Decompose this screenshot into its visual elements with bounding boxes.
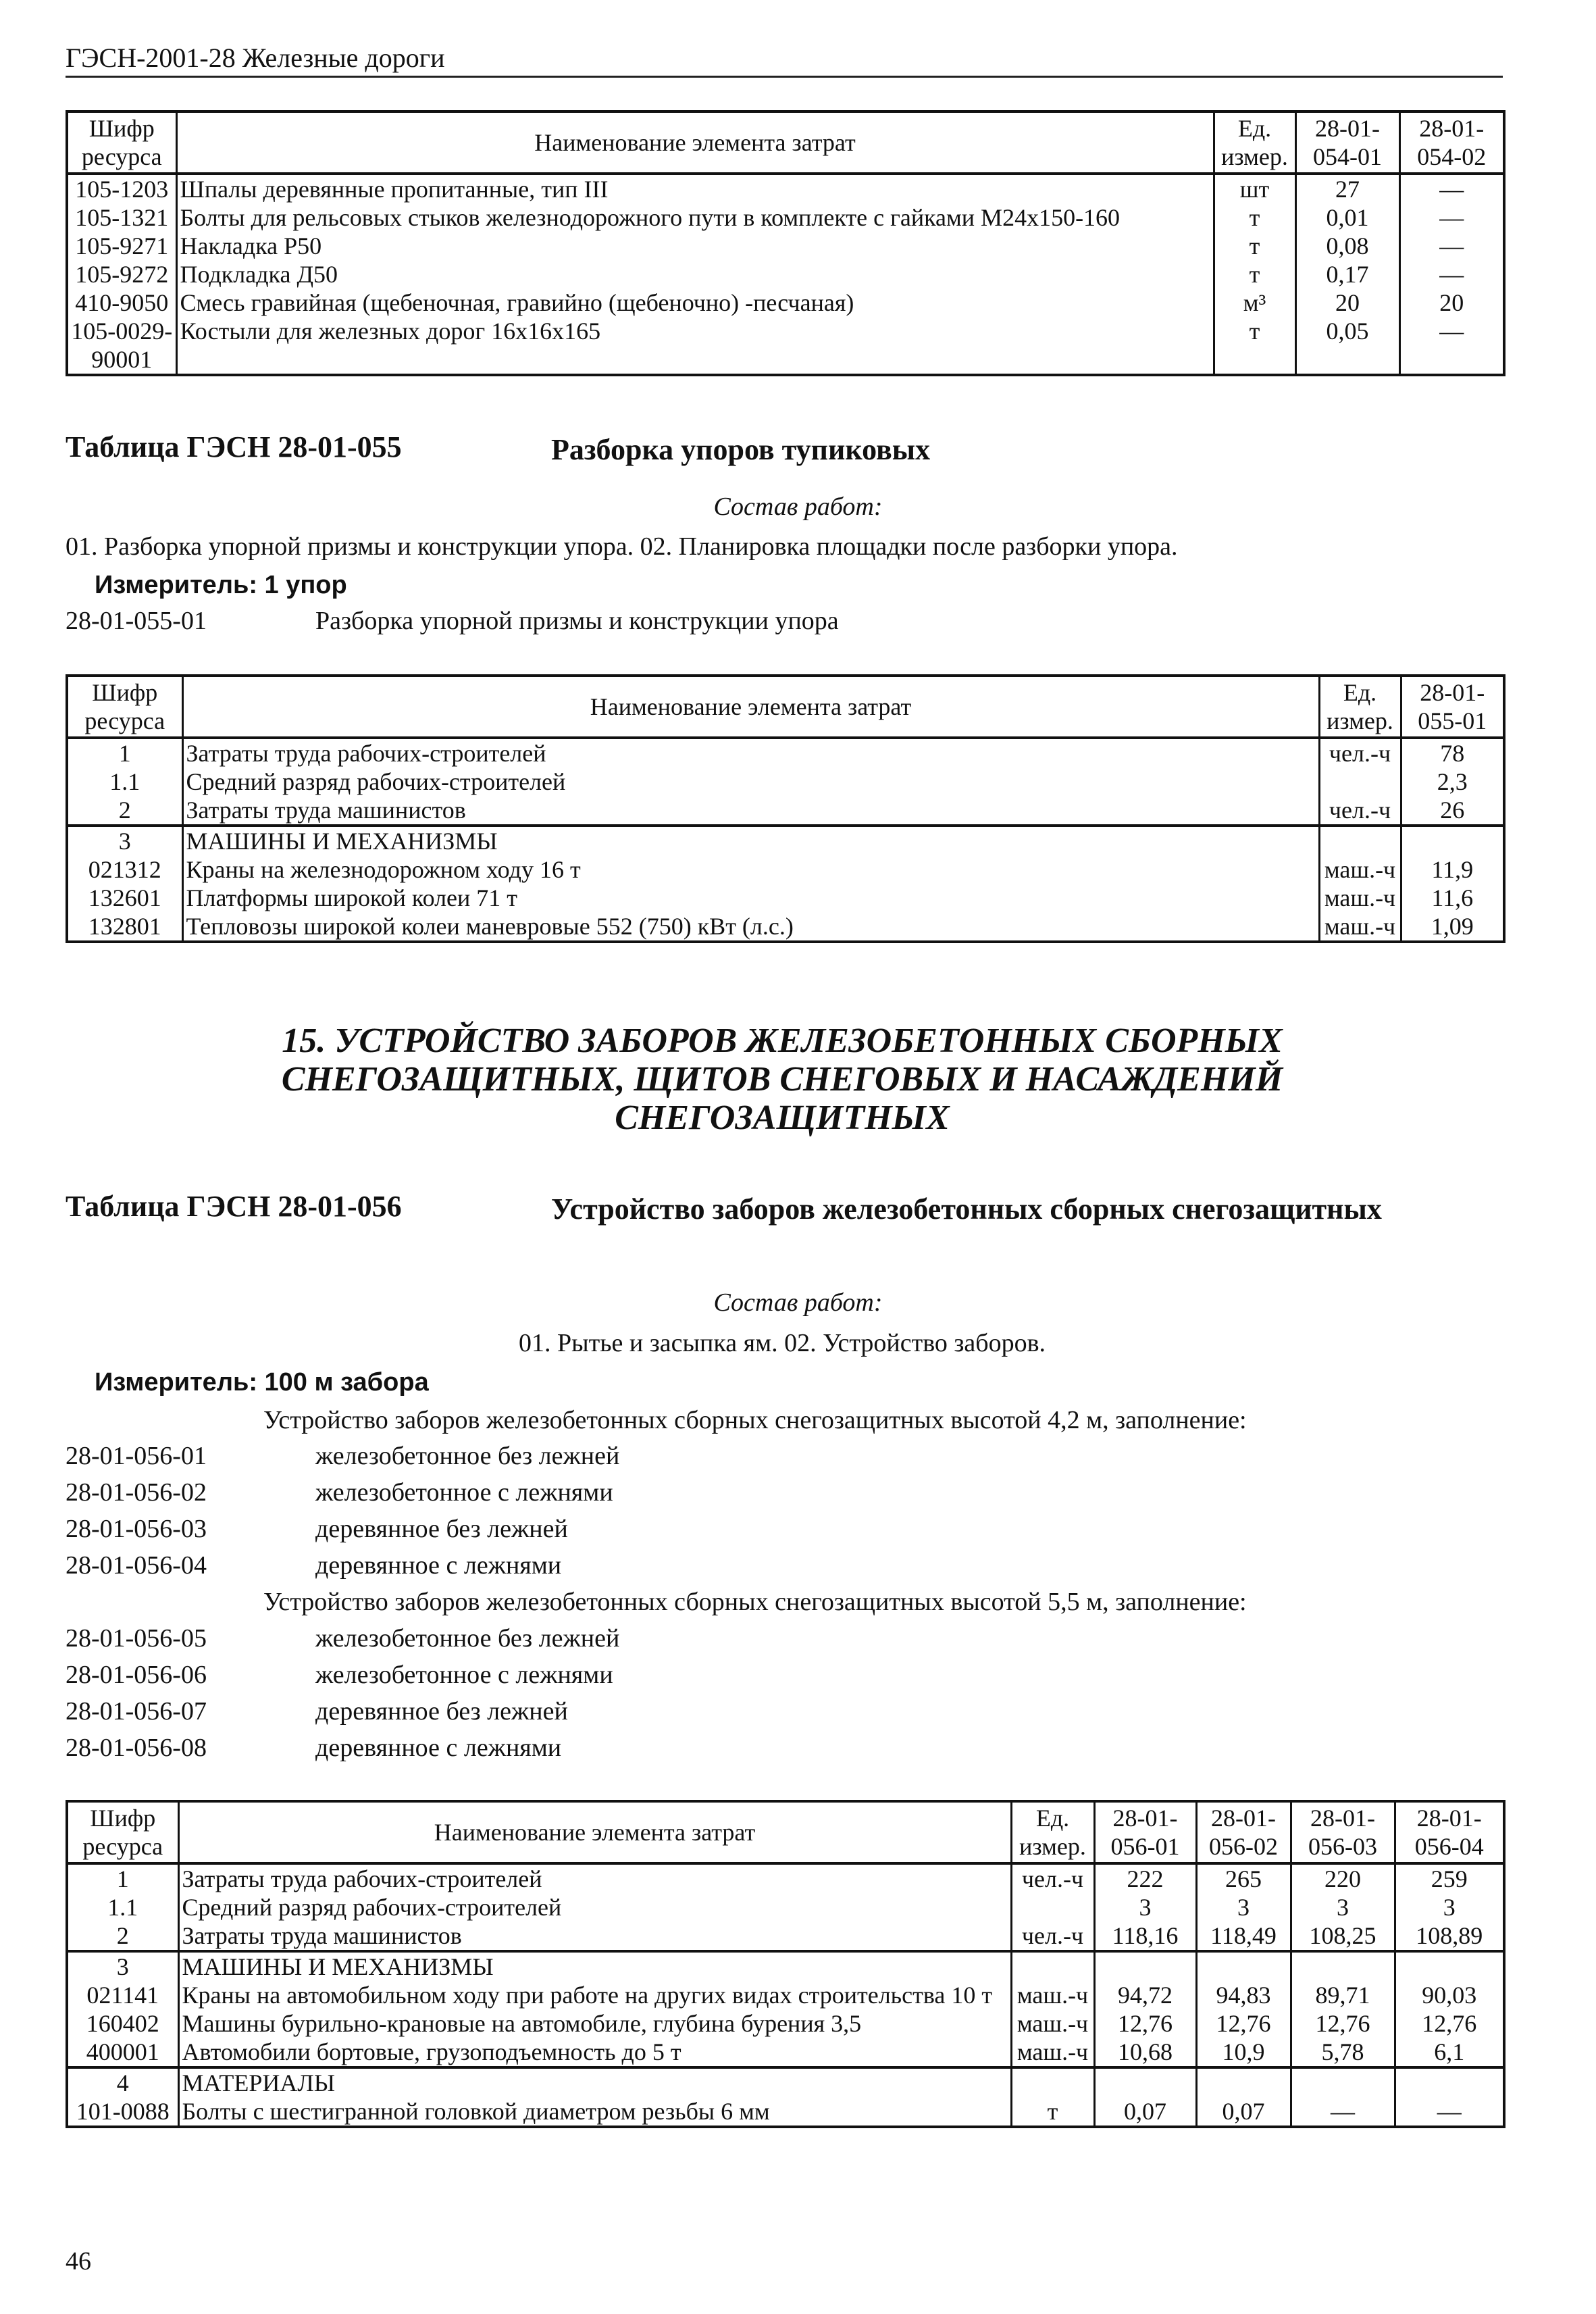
column-header: Наименование элемента затрат — [182, 676, 1319, 738]
page-number: 46 — [66, 2247, 91, 2275]
resource-name: Костыли для железных дорог 16х16х165 — [176, 317, 1214, 375]
value: 0,05 — [1295, 317, 1399, 375]
norm-name: железобетонное без лежней — [315, 1442, 620, 1470]
value: 6,1 — [1395, 2038, 1504, 2067]
value: 12,76 — [1196, 2009, 1291, 2038]
table-row — [67, 1981, 1504, 2009]
value: 1,09 — [1401, 912, 1504, 942]
unit: маш.-ч — [1319, 855, 1401, 884]
table-row — [67, 174, 1504, 203]
value: 89,71 — [1291, 1981, 1395, 2009]
resource-name: МАТЕРИАЛЫ — [178, 2067, 1011, 2097]
table-title: Разборка упоров тупиковых — [551, 433, 931, 466]
norm-name: деревянное с лежнями — [315, 1734, 562, 1762]
value: 10,9 — [1196, 2038, 1291, 2067]
table-header-row — [67, 111, 1504, 174]
composition-label: Состав работ: — [713, 493, 883, 521]
value: 118,16 — [1094, 1921, 1196, 1951]
unit: шт — [1214, 174, 1295, 203]
resource-code: 132601 — [67, 884, 182, 912]
unit — [1011, 2067, 1094, 2097]
resource-name: МАШИНЫ И МЕХАНИЗМЫ — [178, 1951, 1011, 1981]
column-header: Шифр ресурса — [67, 1801, 178, 1863]
table-row — [67, 796, 1504, 826]
table-row — [67, 2038, 1504, 2067]
value — [1395, 1951, 1504, 1981]
value: 222 — [1094, 1863, 1196, 1893]
composition-text: 01. Разборка упорной призмы и конструкции упора. 02. Планировка площадки после разборки упора. — [66, 532, 1178, 561]
resource-table-056 — [66, 1800, 1505, 2128]
unit: маш.-ч — [1011, 2009, 1094, 2038]
value — [1094, 2067, 1196, 2097]
unit: т — [1214, 317, 1295, 375]
value: 118,49 — [1196, 1921, 1291, 1951]
table-row — [67, 768, 1504, 796]
resource-name: Болты для рельсовых стыков железнодорожного пути в комплекте с гайками М24х150-160 — [176, 203, 1214, 232]
resource-name: Средний разряд рабочих-строителей — [182, 768, 1319, 796]
table-row — [67, 2009, 1504, 2038]
norm-name: железобетонное с лежнями — [315, 1661, 613, 1689]
resource-code: 400001 — [67, 2038, 178, 2067]
composition-label: Состав работ: — [713, 1288, 883, 1317]
table-header-row — [67, 676, 1504, 738]
unit: т — [1214, 232, 1295, 260]
value: 0,07 — [1094, 2097, 1196, 2127]
column-header: Наименование элемента затрат — [178, 1801, 1011, 1863]
value: 108,25 — [1291, 1921, 1395, 1951]
resource-name: Автомобили бортовые, грузоподъемность до 5 т — [178, 2038, 1011, 2067]
value: 0,08 — [1295, 232, 1399, 260]
resource-code: 1.1 — [67, 1893, 178, 1921]
column-header: 28-01-056-04 — [1395, 1801, 1504, 1863]
resource-name: Платформы широкой колеи 71 т — [182, 884, 1319, 912]
norm-code: 28-01-056-04 — [66, 1551, 207, 1580]
resource-name: Краны на автомобильном ходу при работе на других видах строительства 10 т — [178, 1981, 1011, 2009]
column-header: Ед. измер. — [1011, 1801, 1094, 1863]
resource-code: 2 — [67, 796, 182, 826]
resource-code: 101-0088 — [67, 2097, 178, 2127]
value: 0,07 — [1196, 2097, 1291, 2127]
value: 26 — [1401, 796, 1504, 826]
value: 94,72 — [1094, 1981, 1196, 2009]
norm-code: 28-01-056-05 — [66, 1624, 207, 1653]
norm-name: железобетонное без лежней — [315, 1624, 620, 1653]
value: 20 — [1295, 288, 1399, 317]
column-header: 28-01-056-02 — [1196, 1801, 1291, 1863]
column-header: Ед. измер. — [1214, 111, 1295, 174]
resource-name: Средний разряд рабочих-строителей — [178, 1893, 1011, 1921]
unit: м³ — [1214, 288, 1295, 317]
resource-code: 021312 — [67, 855, 182, 884]
table-row — [67, 2067, 1504, 2097]
table-row — [67, 232, 1504, 260]
resource-name: Затраты труда машинистов — [178, 1921, 1011, 1951]
norm-code: 28-01-056-02 — [66, 1478, 207, 1507]
norm-code: 28-01-056-07 — [66, 1697, 207, 1726]
column-header: 28-01-056-01 — [1094, 1801, 1196, 1863]
value: 0,17 — [1295, 260, 1399, 288]
table-row — [67, 884, 1504, 912]
resource-code: 1 — [67, 738, 182, 768]
value: 265 — [1196, 1863, 1291, 1893]
table-title: Устройство заборов железобетонных сборных снегозащитных — [551, 1192, 1382, 1226]
resource-name: МАШИНЫ И МЕХАНИЗМЫ — [182, 826, 1319, 855]
value: 12,76 — [1291, 2009, 1395, 2038]
value: 108,89 — [1395, 1921, 1504, 1951]
unit: маш.-ч — [1319, 912, 1401, 942]
resource-code: 132801 — [67, 912, 182, 942]
unit: маш.-ч — [1011, 1981, 1094, 2009]
table-label: Таблица ГЭСН 28-01-056 — [66, 1190, 402, 1223]
table-header-row — [67, 1801, 1504, 1863]
norm-code: 28-01-056-08 — [66, 1734, 207, 1762]
value: 27 — [1295, 174, 1399, 203]
value: 94,83 — [1196, 1981, 1291, 2009]
value: — — [1399, 203, 1504, 232]
value: — — [1395, 2097, 1504, 2127]
resource-code: 021141 — [67, 1981, 178, 2009]
value: 12,76 — [1395, 2009, 1504, 2038]
column-header: Шифр ресурса — [67, 111, 176, 174]
resource-name: Затраты труда машинистов — [182, 796, 1319, 826]
value: 0,01 — [1295, 203, 1399, 232]
unit — [1011, 1893, 1094, 1921]
value: 2,3 — [1401, 768, 1504, 796]
value: 90,03 — [1395, 1981, 1504, 2009]
unit: маш.-ч — [1319, 884, 1401, 912]
unit: чел.-ч — [1319, 796, 1401, 826]
value: 259 — [1395, 1863, 1504, 1893]
column-header: 28-01-054-01 — [1295, 111, 1399, 174]
norm-code: 28-01-056-01 — [66, 1442, 207, 1470]
resource-code: 410-9050 — [67, 288, 176, 317]
value: — — [1399, 232, 1504, 260]
value: 3 — [1395, 1893, 1504, 1921]
table-row — [67, 912, 1504, 942]
value: — — [1399, 174, 1504, 203]
value: 11,6 — [1401, 884, 1504, 912]
resource-name: Краны на железнодорожном ходу 16 т — [182, 855, 1319, 884]
norm-code: 28-01-055-01 — [66, 607, 207, 635]
value — [1196, 1951, 1291, 1981]
chapter-title-line: 15. УСТРОЙСТВО ЗАБОРОВ ЖЕЛЕЗОБЕТОННЫХ СБОРНЫХ — [282, 1022, 1283, 1060]
table-row — [67, 288, 1504, 317]
value — [1401, 826, 1504, 855]
resource-table-055 — [66, 674, 1505, 943]
unit — [1319, 768, 1401, 796]
chapter-title — [0, 1022, 1564, 1137]
unit: т — [1011, 2097, 1094, 2127]
norm-name: железобетонное с лежнями — [315, 1478, 613, 1507]
norm-code: 28-01-056-06 — [66, 1661, 207, 1689]
table-row — [67, 855, 1504, 884]
table-row — [67, 260, 1504, 288]
column-header: Наименование элемента затрат — [176, 111, 1214, 174]
meter-label: Измеритель: 1 упор — [95, 571, 347, 599]
value: — — [1291, 2097, 1395, 2127]
resource-name: Затраты труда рабочих-строителей — [182, 738, 1319, 768]
table-row — [67, 2097, 1504, 2127]
table-row — [67, 826, 1504, 855]
value: 20 — [1399, 288, 1504, 317]
value — [1094, 1951, 1196, 1981]
table-row — [67, 738, 1504, 768]
value — [1196, 2067, 1291, 2097]
resource-name: Смесь гравийная (щебеночная, гравийно (щебеночно) -песчаная) — [176, 288, 1214, 317]
norm-code: 28-01-056-03 — [66, 1515, 207, 1543]
resource-code: 105-1203 — [67, 174, 176, 203]
resource-table-054 — [66, 110, 1505, 376]
table-row — [67, 203, 1504, 232]
value: 5,78 — [1291, 2038, 1395, 2067]
column-header: 28-01-054-02 — [1399, 111, 1504, 174]
resource-code: 105-1321 — [67, 203, 176, 232]
group-heading: Устройство заборов железобетонных сборных снегозащитных высотой 5,5 м, заполнение: — [263, 1588, 1247, 1616]
chapter-title-line: СНЕГОЗАЩИТНЫХ — [615, 1099, 950, 1137]
header-divider — [66, 76, 1503, 78]
column-header: Ед. измер. — [1319, 676, 1401, 738]
value: 220 — [1291, 1863, 1395, 1893]
table-row — [67, 1863, 1504, 1893]
value — [1395, 2067, 1504, 2097]
table-row — [67, 317, 1504, 375]
value: 12,76 — [1094, 2009, 1196, 2038]
resource-name: Тепловозы широкой колеи маневровые 552 (750) кВт (л.с.) — [182, 912, 1319, 942]
group-heading: Устройство заборов железобетонных сборных снегозащитных высотой 4,2 м, заполнение: — [263, 1406, 1247, 1434]
resource-name: Машины бурильно-крановые на автомобиле, глубина бурения 3,5 — [178, 2009, 1011, 2038]
unit: т — [1214, 203, 1295, 232]
resource-code: 1.1 — [67, 768, 182, 796]
value: — — [1399, 317, 1504, 375]
norm-name: Разборка упорной призмы и конструкции упора — [315, 607, 839, 635]
column-header: Шифр ресурса — [67, 676, 182, 738]
table-row — [67, 1893, 1504, 1921]
norm-name: деревянное без лежней — [315, 1515, 568, 1543]
value: 3 — [1094, 1893, 1196, 1921]
value: 3 — [1196, 1893, 1291, 1921]
resource-code: 3 — [67, 1951, 178, 1981]
norm-name: деревянное с лежнями — [315, 1551, 562, 1580]
unit — [1319, 826, 1401, 855]
resource-name: Затраты труда рабочих-строителей — [178, 1863, 1011, 1893]
value: — — [1399, 260, 1504, 288]
chapter-title-line: СНЕГОЗАЩИТНЫХ, ЩИТОВ СНЕГОВЫХ И НАСАЖДЕНИЙ — [281, 1060, 1283, 1099]
column-header: 28-01-055-01 — [1401, 676, 1504, 738]
unit: чел.-ч — [1011, 1921, 1094, 1951]
resource-name: Шпалы деревянные пропитанные, тип III — [176, 174, 1214, 203]
column-header: 28-01-056-03 — [1291, 1801, 1395, 1863]
norm-name: деревянное без лежней — [315, 1697, 568, 1726]
resource-code: 1 — [67, 1863, 178, 1893]
resource-name: Подкладка Д50 — [176, 260, 1214, 288]
table-row — [67, 1951, 1504, 1981]
value: 78 — [1401, 738, 1504, 768]
value: 10,68 — [1094, 2038, 1196, 2067]
value: 11,9 — [1401, 855, 1504, 884]
resource-code: 2 — [67, 1921, 178, 1951]
resource-code: 160402 — [67, 2009, 178, 2038]
table-row — [67, 1921, 1504, 1951]
resource-code: 4 — [67, 2067, 178, 2097]
unit: маш.-ч — [1011, 2038, 1094, 2067]
value — [1291, 1951, 1395, 1981]
meter-label: Измеритель: 100 м забора — [95, 1368, 429, 1397]
resource-name: Болты с шестигранной головкой диаметром резьбы 6 мм — [178, 2097, 1011, 2127]
unit — [1011, 1951, 1094, 1981]
unit: чел.-ч — [1319, 738, 1401, 768]
unit: чел.-ч — [1011, 1863, 1094, 1893]
resource-code: 105-0029-90001 — [67, 317, 176, 375]
resource-code: 105-9272 — [67, 260, 176, 288]
value: 3 — [1291, 1893, 1395, 1921]
resource-name: Накладка Р50 — [176, 232, 1214, 260]
value — [1291, 2067, 1395, 2097]
table-label: Таблица ГЭСН 28-01-055 — [66, 430, 402, 463]
composition-text: 01. Рытье и засыпка ям. 02. Устройство заборов. — [518, 1329, 1046, 1357]
running-header: ГЭСН-2001-28 Железные дороги — [66, 43, 445, 73]
unit: т — [1214, 260, 1295, 288]
resource-code: 3 — [67, 826, 182, 855]
resource-code: 105-9271 — [67, 232, 176, 260]
